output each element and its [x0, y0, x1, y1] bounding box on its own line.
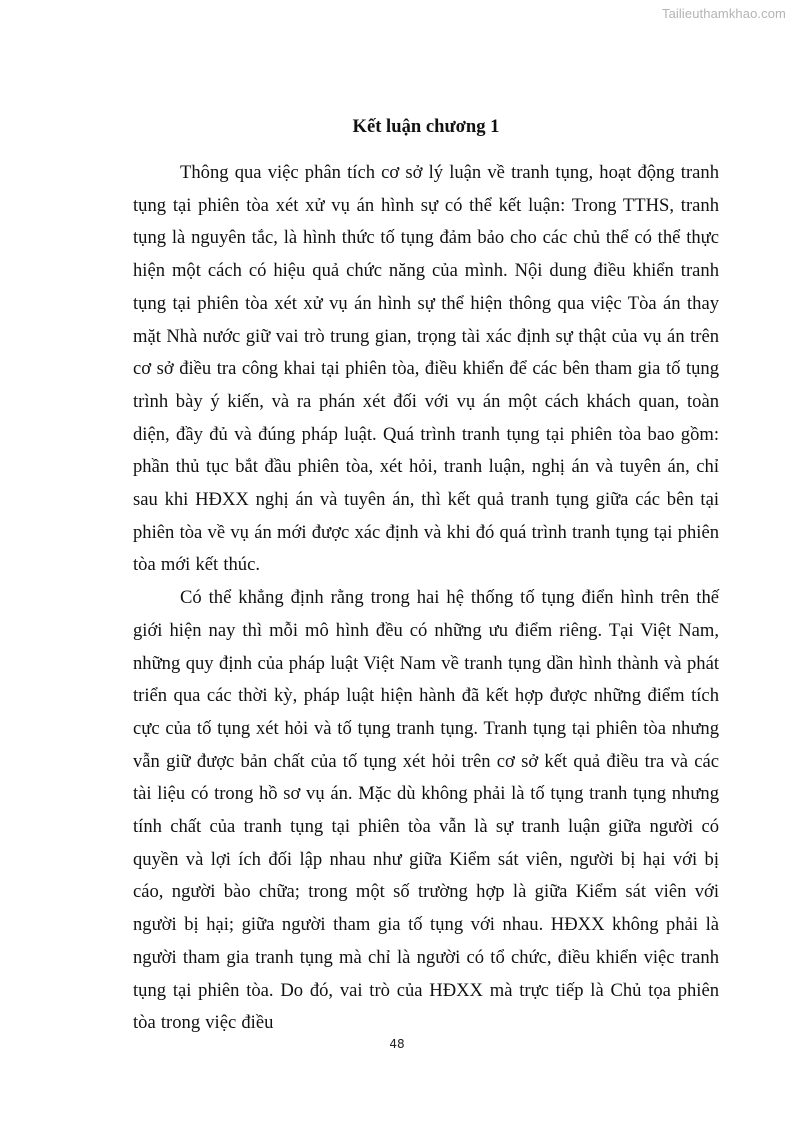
- document-body: [133, 113, 719, 1040]
- page-number: 48: [389, 1037, 405, 1051]
- paragraph-1: Thông qua việc phân tích cơ sở lý luận về tranh tụng, hoạt động tranh tụng tại phiên tòa xét xử vụ án hình sự có thể kết luận: Trong TTHS, tranh tụng là nguyên tắc, là hình thức tố tụng đảm bảo cho các chủ thể có thể thực hiện một cách có hiệu quả chức năng của mình. Nội dung điều khiển tranh tụng tại phiên tòa xét xử vụ án hình sự thể hiện thông qua việc Tòa án thay mặt Nhà nước giữ vai trò trung gian, trọng tài xác định sự thật của vụ án trên cơ sở điều tra công khai tại phiên tòa, điều khiển để các bên tham gia tố tụng trình bày ý kiến, và ra phán xét đối với vụ án một cách khách quan, toàn diện, đầy đủ và đúng pháp luật. Quá trình tranh tụng tại phiên tòa bao gồm: phần thủ tục bắt đầu phiên tòa, xét hỏi, tranh luận, nghị án và tuyên án, chỉ sau khi HĐXX nghị án và tuyên án, thì kết quả tranh tụng giữa các bên tại phiên tòa về vụ án mới được xác định và khi đó quá trình tranh tụng tại phiên tòa mới kết thúc.: [133, 162, 719, 576]
- watermark: Tailieuthamkhao.com: [661, 6, 786, 21]
- chapter-title: Kết luận chương 1: [352, 116, 500, 137]
- paragraph-2: Có thể khẳng định rằng trong hai hệ thống tố tụng điển hình trên thế giới hiện nay thì mỗi mô hình đều có những ưu điểm riêng. Tại Việt Nam, những quy định của pháp luật Việt Nam về tranh tụng dần hình thành và phát triển qua các thời kỳ, pháp luật hiện hành đã kết hợp được những điểm tích cực của tố tụng xét hỏi và tố tụng tranh tụng. Tranh tụng tại phiên tòa nhưng vẫn giữ được bản chất của tố tụng xét hỏi trên cơ sở kết quả điều tra và các tài liệu có trong hồ sơ vụ án. Mặc dù không phải là tố tụng tranh tụng nhưng tính chất của tranh tụng tại phiên tòa vẫn là sự tranh luận giữa người có quyền và lợi ích đối lập nhau như giữa Kiểm sát viên, người bị hại với bị cáo, người bào chữa; trong một số trường hợp là giữa Kiểm sát viên với người bị hại; giữa người tham gia tố tụng với nhau. HĐXX không phải là người tham gia tranh tụng mà chỉ là người có tổ chức, điều khiển việc tranh tụng tại phiên tòa. Do đó, vai trò của HĐXX mà trực tiếp là Chủ tọa phiên tòa trong việc điều: [133, 587, 719, 1034]
